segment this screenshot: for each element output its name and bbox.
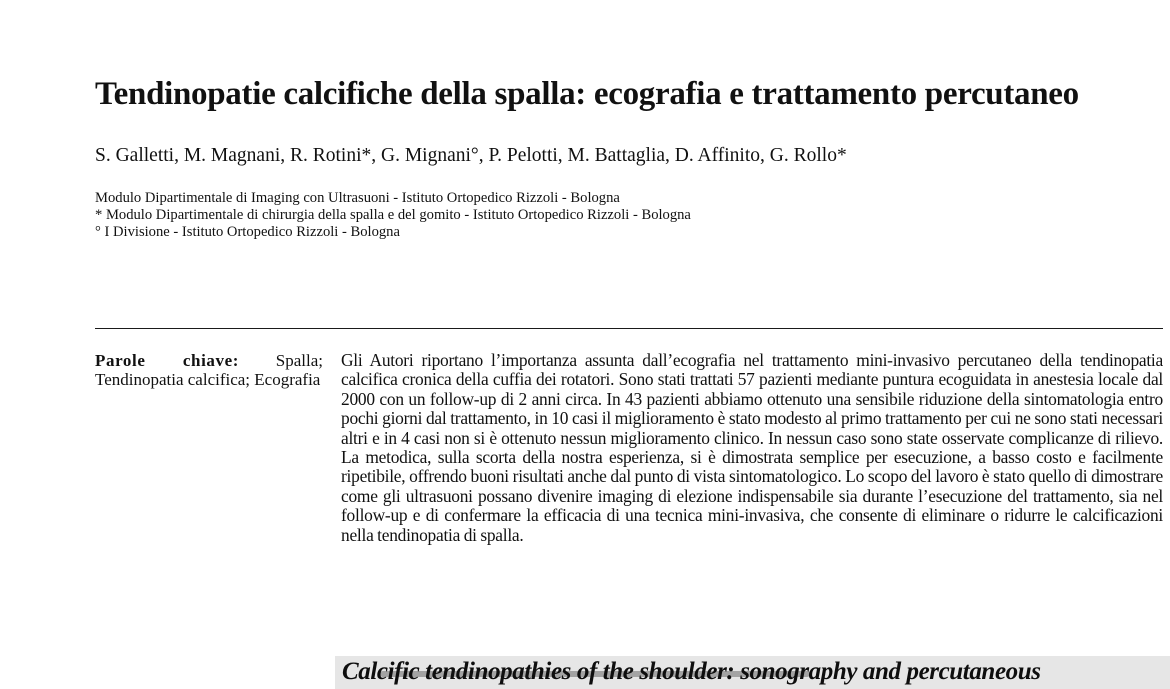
affiliations (95, 190, 691, 241)
english-title: Calcific tendinopathies of the shoulder: sonography and percutaneous (342, 658, 1041, 685)
affiliation-1: Modulo Dipartimentale di Imaging con Ultrasuoni - Istituto Ortopedico Rizzoli - Bologna (95, 190, 620, 206)
author-list: S. Galletti, M. Magnani, R. Rotini*, G. Mignani°, P. Pelotti, M. Battaglia, D. Affinito, G. Rollo* (95, 145, 847, 166)
affiliation-2: * Modulo Dipartimentale di chirurgia della spalla e del gomito - Istituto Ortopedico Rizzoli - Bologna (95, 207, 691, 223)
abstract-text: Gli Autori riportano l’importanza assunta dall’ecografia nel trattamento mini-invasivo percutaneo della tendinopatia calcifica cronica della cuffia dei rotatori. Sono stati trattati 57 pazienti mediante puntura ecoguidata in anestesia locale dal 2000 con un follow-up di 2 anni circa. In 43 pazienti abbiamo ottenuto una sensibile riduzione della sintomatologia entro pochi giorni dal trattamento, in 10 casi il miglioramento è stato modesto al primo trattamento per cui ne sono stati necessari altri e in 4 casi non si è ottenuto nessun miglioramento clinico. In nessun caso sono state osservate complicanze di rilievo. La metodica, sulla scorta della nostra esperienza, si è dimostrata semplice per esecuzione, a basso costo e facilmente ripetibile, offrendo buoni risultati anche dal punto di vista sintomatologico. Lo scopo del lavoro è stato quello di dimostrare come gli ultrasuoni possano divenire imaging di elezione indispensabile sia durante l’esecuzione del trattamento, sia nel follow-up e di confermare la efficacia di una tecnica mini-invasiva, che consente di eliminare o ridurre le calcificazioni nella tendinopatia di spalla. (341, 350, 1163, 545)
keywords-label: Parole chiave: (95, 351, 239, 370)
article-title: Tendinopatie calcifiche della spalla: ecografia e trattamento percutaneo (95, 76, 1079, 112)
keywords-block (95, 351, 323, 390)
section-divider (95, 328, 1163, 329)
keywords-terms: Spalla; Tendinopatia calcifica; Ecografia (95, 351, 323, 390)
affiliation-3: ° I Divisione - Istituto Ortopedico Rizzoli - Bologna (95, 224, 400, 240)
